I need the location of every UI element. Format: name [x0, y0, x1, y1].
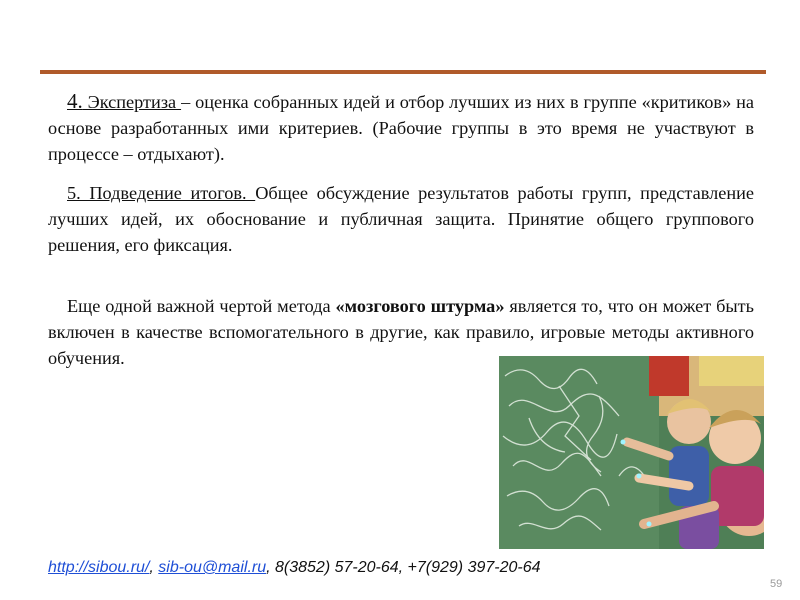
summary-heading: 5. Подведение итогов. [67, 183, 256, 203]
header-rule [40, 70, 766, 74]
expertise-text: – оценка собранных идей и отбор лучших из них в группе «критиков» на основе разработанных ими критериев. (Рабочие группы в это время не участвуют в процессе – отдыхают). [48, 92, 754, 164]
email-link[interactable]: sib-ou@mail.ru [158, 559, 267, 576]
phone-numbers: , 8(3852) 57-20-64, +7(929) 397-20-64 [266, 559, 541, 576]
photo-illustration [499, 356, 764, 549]
paragraph-summary [48, 180, 754, 258]
paragraph-brainstorm: Еще одной важной чертой метода «мозгового штурма» является то, что он может быть включен в качестве вспомогательного в другие, как правило, игровые методы активного обучения. [48, 296, 754, 368]
summary-text: Общее обсуждение результатов работы групп, представление лучших идей, их обоснование и публичная защита. Принятие общего группового решения, его фиксация. [48, 183, 755, 255]
website-link[interactable]: http://sibou.ru/ [48, 559, 150, 576]
contact-footer: http://sibou.ru/, sib-ou@mail.ru, 8(3852) 57-20-64, +7(929) 397-20-64 [48, 559, 541, 576]
expertise-heading: 4. Экспертиза [67, 89, 182, 113]
paragraph-expertise [48, 88, 754, 167]
page-number: 59 [770, 578, 783, 590]
children-chalkboard-photo [499, 356, 764, 549]
brainstorm-term: «мозгового штурма» [335, 296, 505, 316]
